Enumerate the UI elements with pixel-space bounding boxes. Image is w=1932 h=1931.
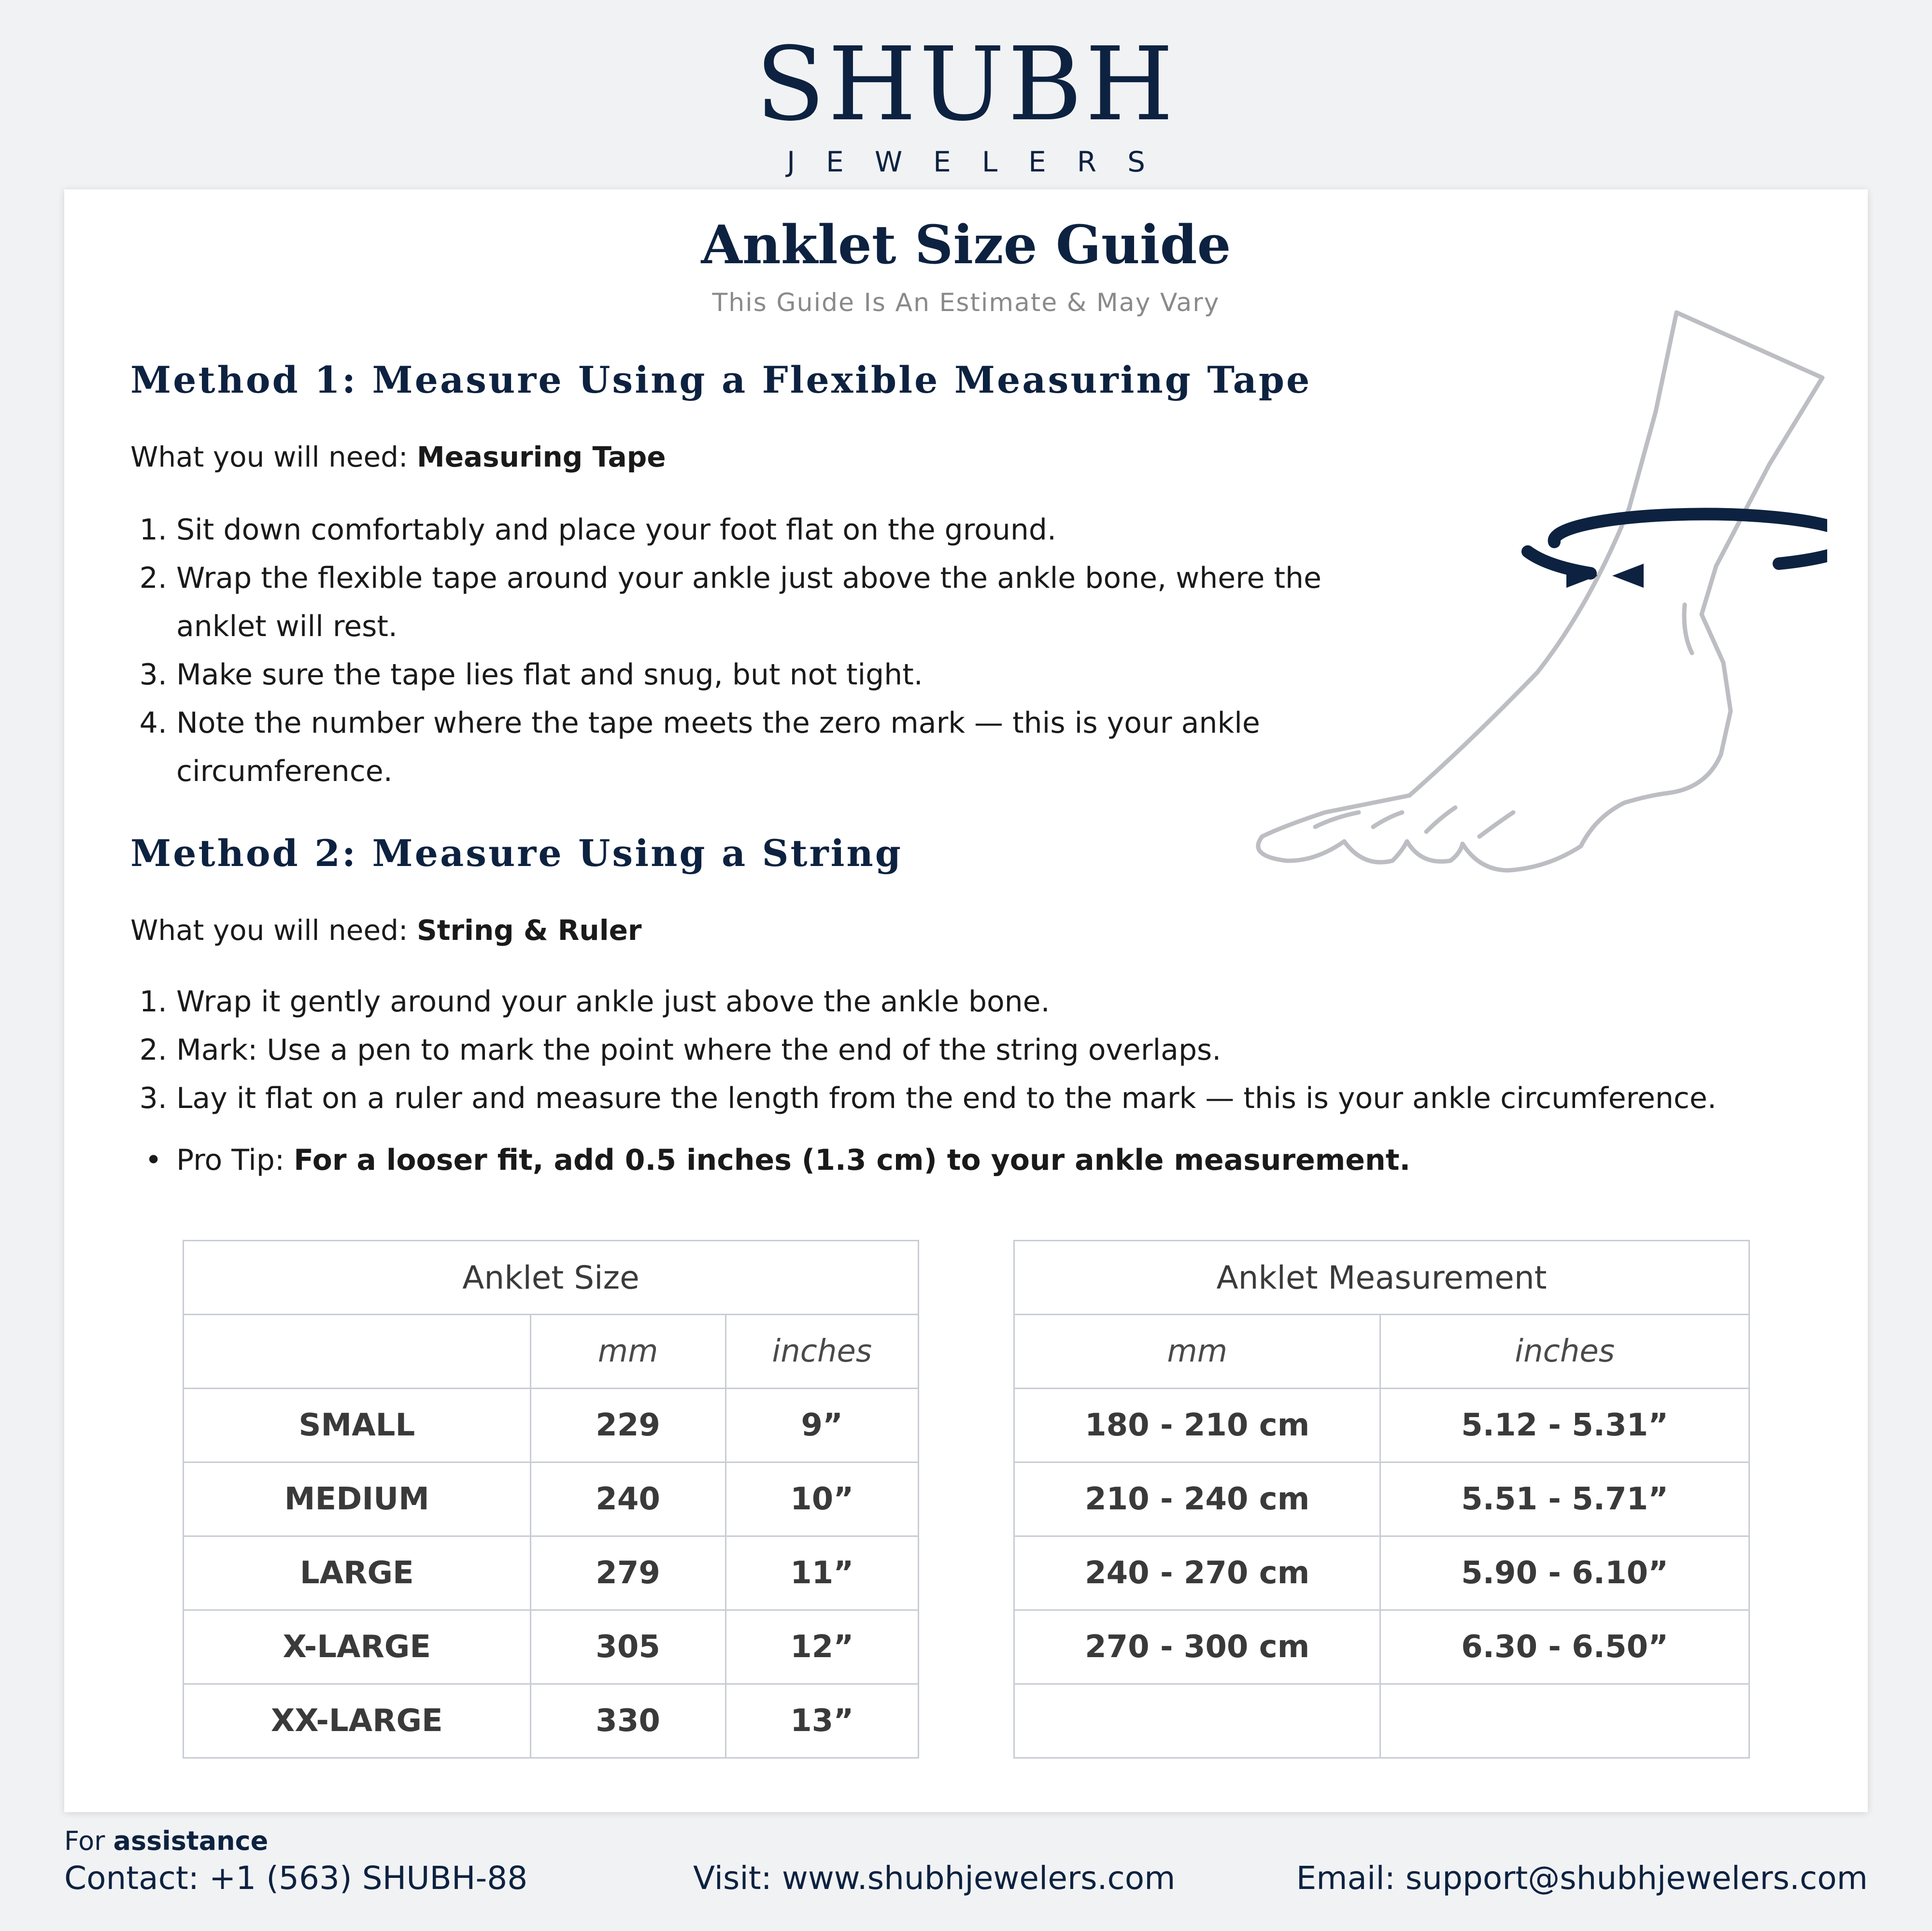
table-row xyxy=(1014,1389,1749,1462)
measurement-in: 5.12 - 5.31” xyxy=(1380,1389,1749,1462)
method1-step: 2. Wrap the flexible tape around your ankle just above the ankle bone, where the anklet will rest. xyxy=(176,554,1335,651)
size-name: X-LARGE xyxy=(184,1610,531,1684)
measurement-in: 5.51 - 5.71” xyxy=(1380,1462,1749,1536)
table-row xyxy=(184,1610,919,1684)
size-name: SMALL xyxy=(184,1389,531,1462)
page-title: Anklet Size Guide xyxy=(701,213,1231,276)
method1-need xyxy=(130,440,666,473)
bullet-icon: • xyxy=(145,1143,162,1177)
ankle-measure-icon xyxy=(1199,305,1827,875)
table-row xyxy=(184,1536,919,1610)
table-row xyxy=(184,1389,919,1462)
measurement-table-unit-in: inches xyxy=(1380,1315,1749,1389)
size-in: 12” xyxy=(725,1610,918,1684)
method2-need xyxy=(130,914,642,947)
method2-need-label: What you will need: xyxy=(130,914,408,947)
method2-step: 3. Lay it flat on a ruler and measure the length from the end to the mark — this is your ankle circumference. xyxy=(176,1074,1867,1122)
pro-tip xyxy=(130,1136,1410,1184)
measurement-mm: 180 - 210 cm xyxy=(1014,1389,1380,1462)
measurement-in: 5.90 - 6.10” xyxy=(1380,1536,1749,1610)
size-mm: 279 xyxy=(530,1536,725,1610)
method1-need-label: What you will need: xyxy=(130,440,408,473)
size-mm: 229 xyxy=(530,1389,725,1462)
size-table-header: Anklet Size xyxy=(184,1241,919,1315)
table-row xyxy=(184,1684,919,1758)
size-name: MEDIUM xyxy=(184,1462,531,1536)
pro-tip-label: Pro Tip: xyxy=(176,1143,285,1177)
method1-need-value: Measuring Tape xyxy=(416,440,666,473)
footer-email[interactable]: Email: support@shubhjewelers.com xyxy=(1296,1860,1868,1897)
method1-step: 3. Make sure the tape lies flat and snug, but not tight. xyxy=(176,651,1335,699)
size-mm: 330 xyxy=(530,1684,725,1758)
size-in: 9” xyxy=(725,1389,918,1462)
brand-subtitle: JEWELERS xyxy=(787,145,1176,178)
size-name: XX-LARGE xyxy=(184,1684,531,1758)
table-row xyxy=(184,1462,919,1536)
table-row xyxy=(1014,1610,1749,1684)
brand-name: SHUBH xyxy=(755,25,1177,143)
method2-step: 1. Wrap it gently around your ankle just above the ankle bone. xyxy=(176,978,1867,1026)
empty-cell xyxy=(1014,1684,1380,1758)
footer-visit[interactable]: Visit: www.shubhjewelers.com xyxy=(693,1860,1176,1897)
method1-title: Method 1: Measure Using a Flexible Measuring Tape xyxy=(130,358,1312,401)
brand-logo xyxy=(0,25,1932,179)
measurement-mm: 210 - 240 cm xyxy=(1014,1462,1380,1536)
measurement-mm: 240 - 270 cm xyxy=(1014,1536,1380,1610)
method2-steps xyxy=(130,978,1867,1122)
size-table-unit-mm: mm xyxy=(530,1315,725,1389)
size-name: LARGE xyxy=(184,1536,531,1610)
size-mm: 305 xyxy=(530,1610,725,1684)
table-row xyxy=(1014,1462,1749,1536)
size-mm: 240 xyxy=(530,1462,725,1536)
footer-contact: Contact: +1 (563) SHUBH-88 xyxy=(64,1860,528,1897)
size-table xyxy=(183,1240,919,1759)
footer-for-label: For xyxy=(64,1826,105,1856)
size-in: 10” xyxy=(725,1462,918,1536)
size-table-unit-in: inches xyxy=(725,1315,918,1389)
measurement-table-unit-mm: mm xyxy=(1014,1315,1380,1389)
method2-step: 2. Mark: Use a pen to mark the point where the end of the string overlaps. xyxy=(176,1026,1867,1074)
measurement-table-header: Anklet Measurement xyxy=(1014,1241,1749,1315)
size-in: 11” xyxy=(725,1536,918,1610)
pro-tip-value: For a looser fit, add 0.5 inches (1.3 cm) to your ankle measurement. xyxy=(294,1143,1411,1177)
footer-for-value: assistance xyxy=(113,1826,269,1856)
footer-assistance xyxy=(64,1826,268,1856)
method2-need-value: String & Ruler xyxy=(416,914,642,947)
table-row xyxy=(1014,1536,1749,1610)
method2-title: Method 2: Measure Using a String xyxy=(130,832,903,875)
method1-step: 4. Note the number where the tape meets the zero mark — this is your ankle circumference. xyxy=(176,699,1335,795)
measurement-table xyxy=(1013,1240,1750,1759)
measurement-mm: 270 - 300 cm xyxy=(1014,1610,1380,1684)
empty-cell xyxy=(1380,1684,1749,1758)
guide-card xyxy=(64,189,1868,1812)
table-row xyxy=(1014,1684,1749,1758)
measurement-in: 6.30 - 6.50” xyxy=(1380,1610,1749,1684)
method1-steps xyxy=(130,506,1335,795)
method1-step: 1. Sit down comfortably and place your foot flat on the ground. xyxy=(176,506,1335,554)
size-in: 13” xyxy=(725,1684,918,1758)
size-table-corner xyxy=(184,1315,531,1389)
page-subtitle: This Guide Is An Estimate & May Vary xyxy=(712,288,1220,317)
